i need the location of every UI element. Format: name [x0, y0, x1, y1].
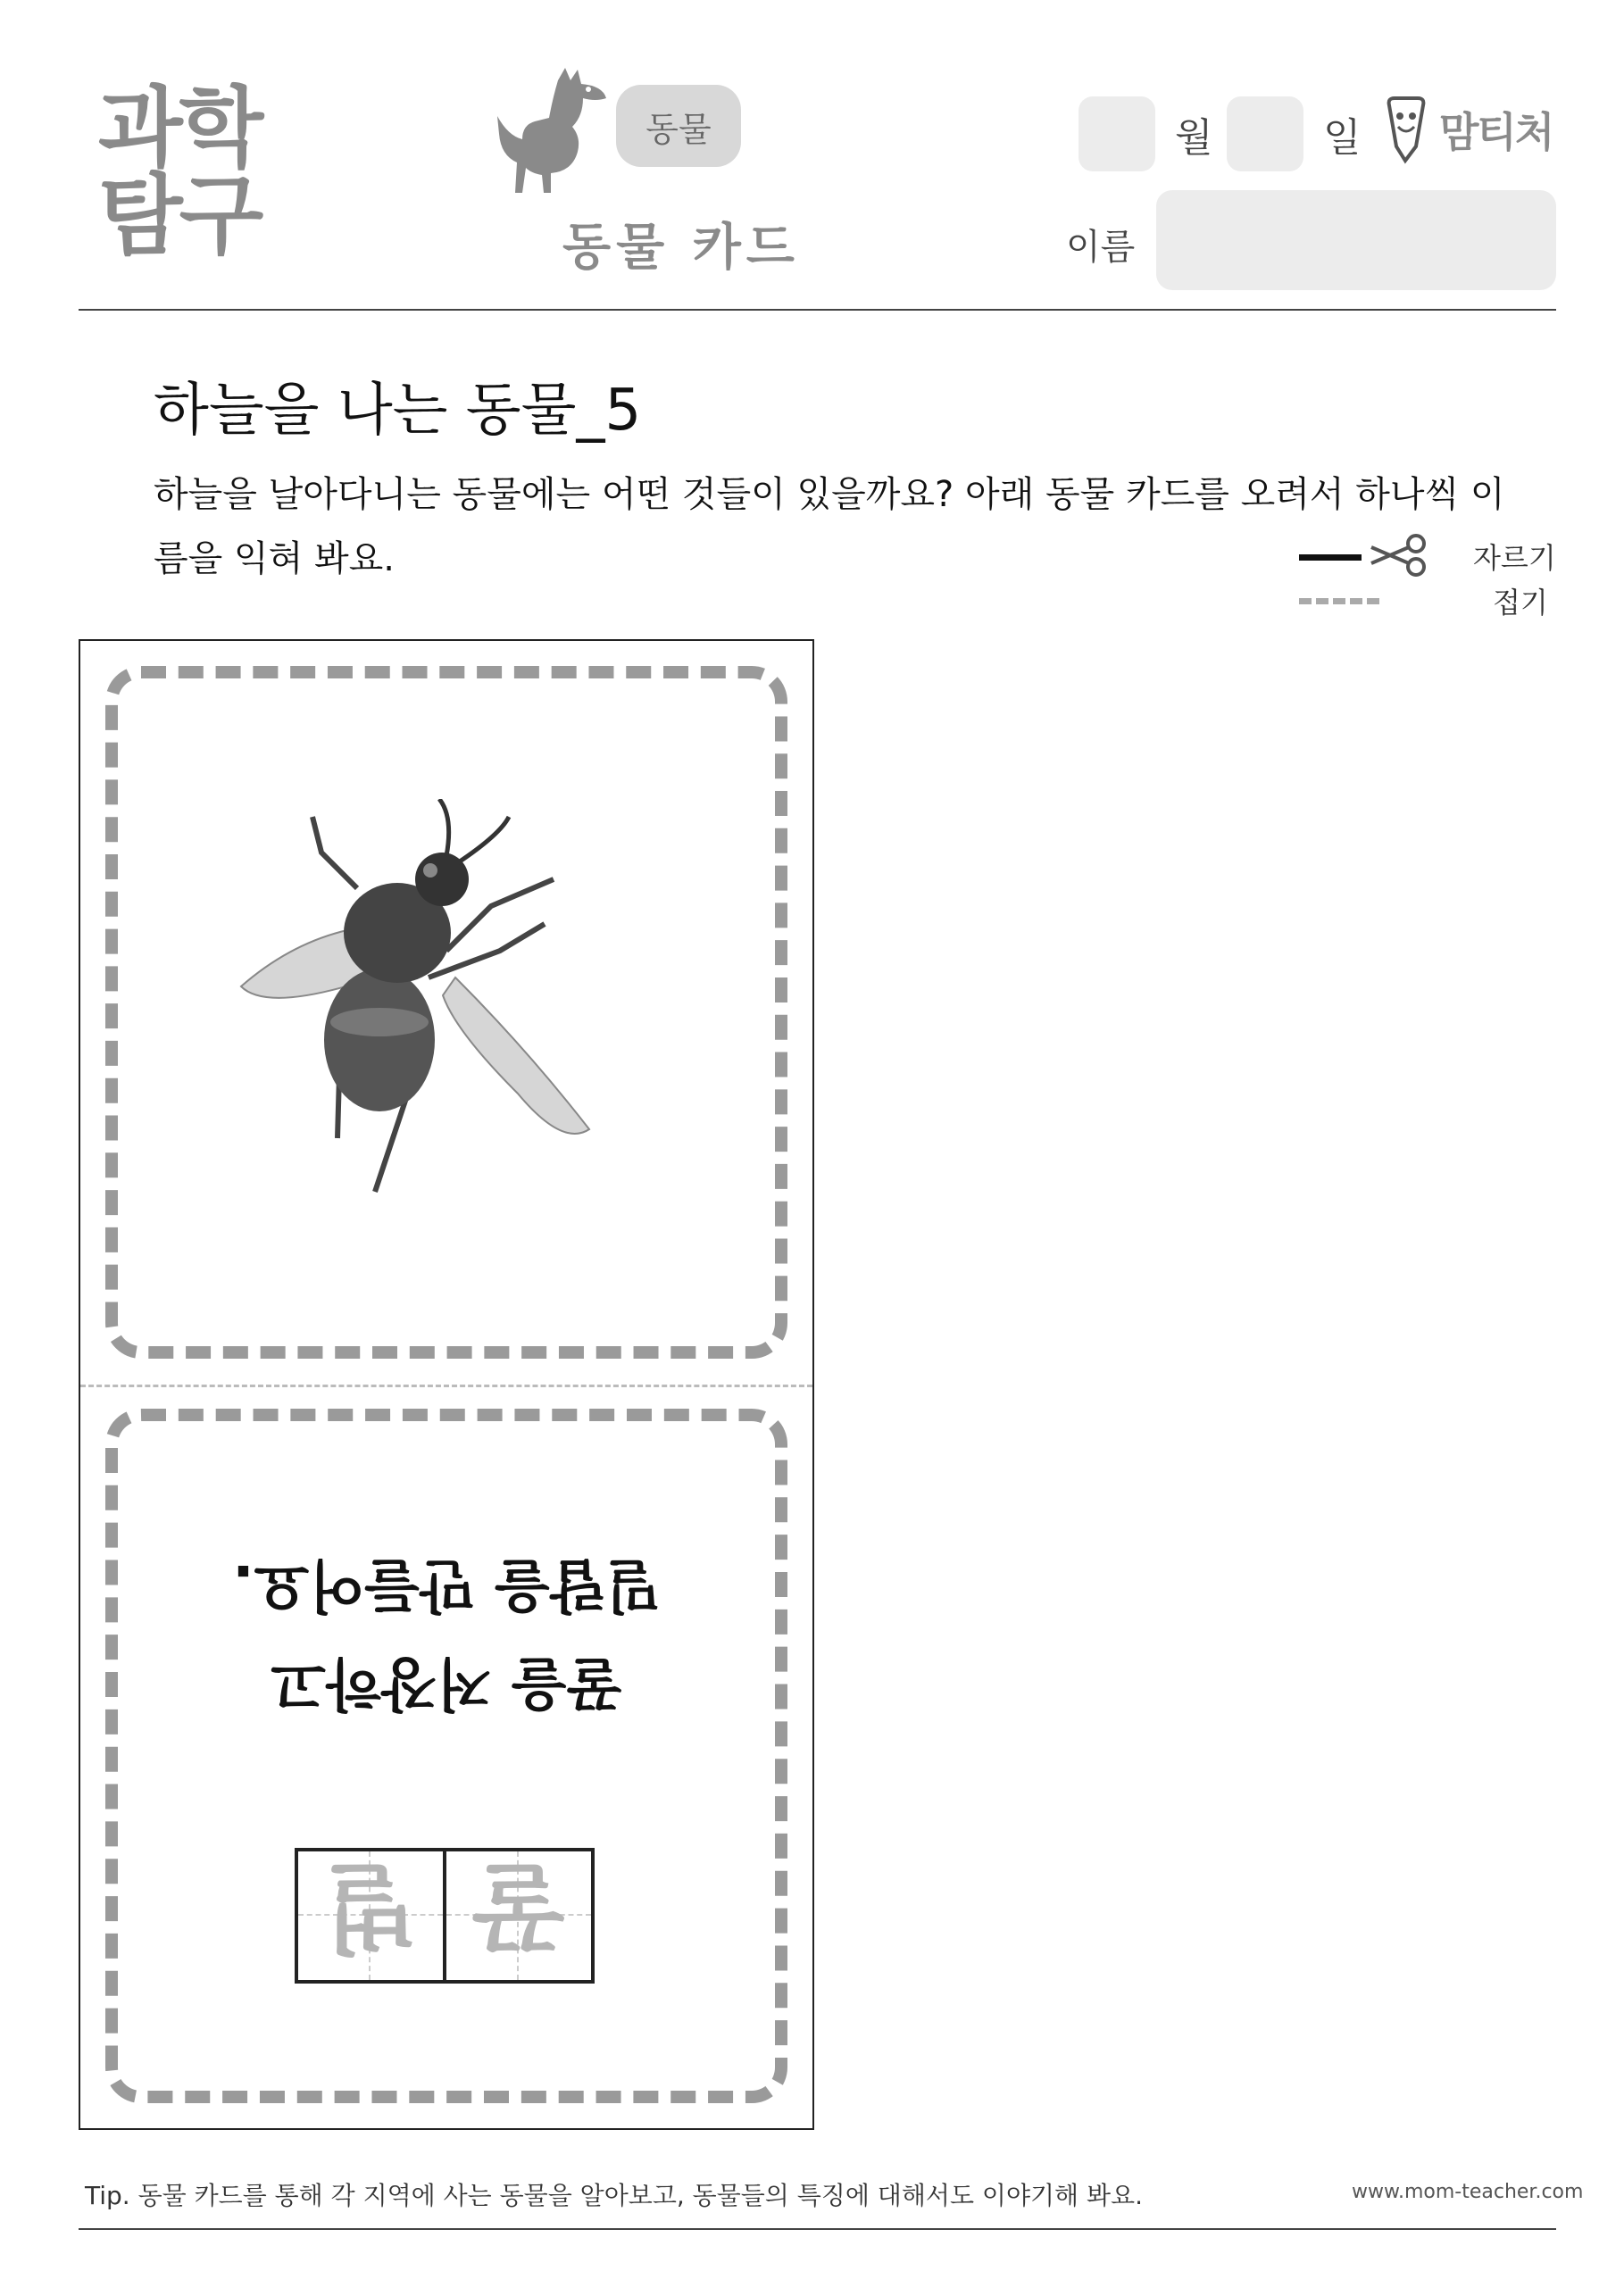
card-description [154, 1535, 739, 1732]
fold-label: 접기 [1493, 586, 1548, 620]
day-input[interactable] [1227, 96, 1303, 171]
instructions: 하늘을 날아다니는 동물에는 어떤 것들이 있을까요? 아래 동물 카드를 오려서 하나씩 이름을 익혀 봐요. [154, 474, 1505, 579]
bee-icon [232, 799, 643, 1210]
grid-cell-1[interactable] [446, 1851, 591, 1980]
description-line1: 꿀을 저장하고 [271, 1650, 622, 1716]
footer-divider [79, 2228, 1556, 2230]
fold-line-sample [1299, 598, 1379, 604]
pencil-mascot-icon [1382, 95, 1436, 166]
footer-site[interactable]: www.mom-teacher.com [1352, 2181, 1584, 2203]
page-title: 하늘을 나는 동물_5 [154, 378, 642, 444]
logo-line2: 탐구 [98, 165, 261, 267]
header-divider [79, 309, 1556, 311]
name-label: 이름 [1066, 227, 1136, 268]
grid-cell-2[interactable] [298, 1851, 446, 1980]
dinosaur-icon [496, 62, 612, 196]
logo [98, 78, 286, 267]
name-writing-grid [295, 1848, 595, 1984]
card-back-panel [105, 1409, 787, 2103]
brand-logo: 맘티처 [1439, 108, 1553, 156]
cut-label: 자르기 [1473, 541, 1556, 575]
grid-char-2: 벌 [323, 1851, 418, 1963]
card-fold-line [80, 1385, 812, 1387]
category-badge: 동물 [616, 85, 741, 167]
description-line2: 밀랍을 만들어요. [232, 1551, 661, 1618]
name-input[interactable] [1156, 190, 1556, 290]
logo-line1: 과학 [98, 78, 261, 179]
month-input[interactable] [1079, 96, 1155, 171]
subtitle: 동물 카드 [562, 219, 800, 277]
cut-line-sample [1299, 554, 1362, 561]
footer-tip: Tip. 동물 카드를 통해 각 지역에 사는 동물을 알아보고, 동물들의 특징에 대해서도 이야기해 봐요. [85, 2181, 1143, 2210]
month-label: 월 [1175, 115, 1213, 161]
grid-char-1: 꿀 [471, 1851, 566, 1963]
scissors-icon [1368, 533, 1430, 578]
day-label: 일 [1323, 115, 1362, 161]
